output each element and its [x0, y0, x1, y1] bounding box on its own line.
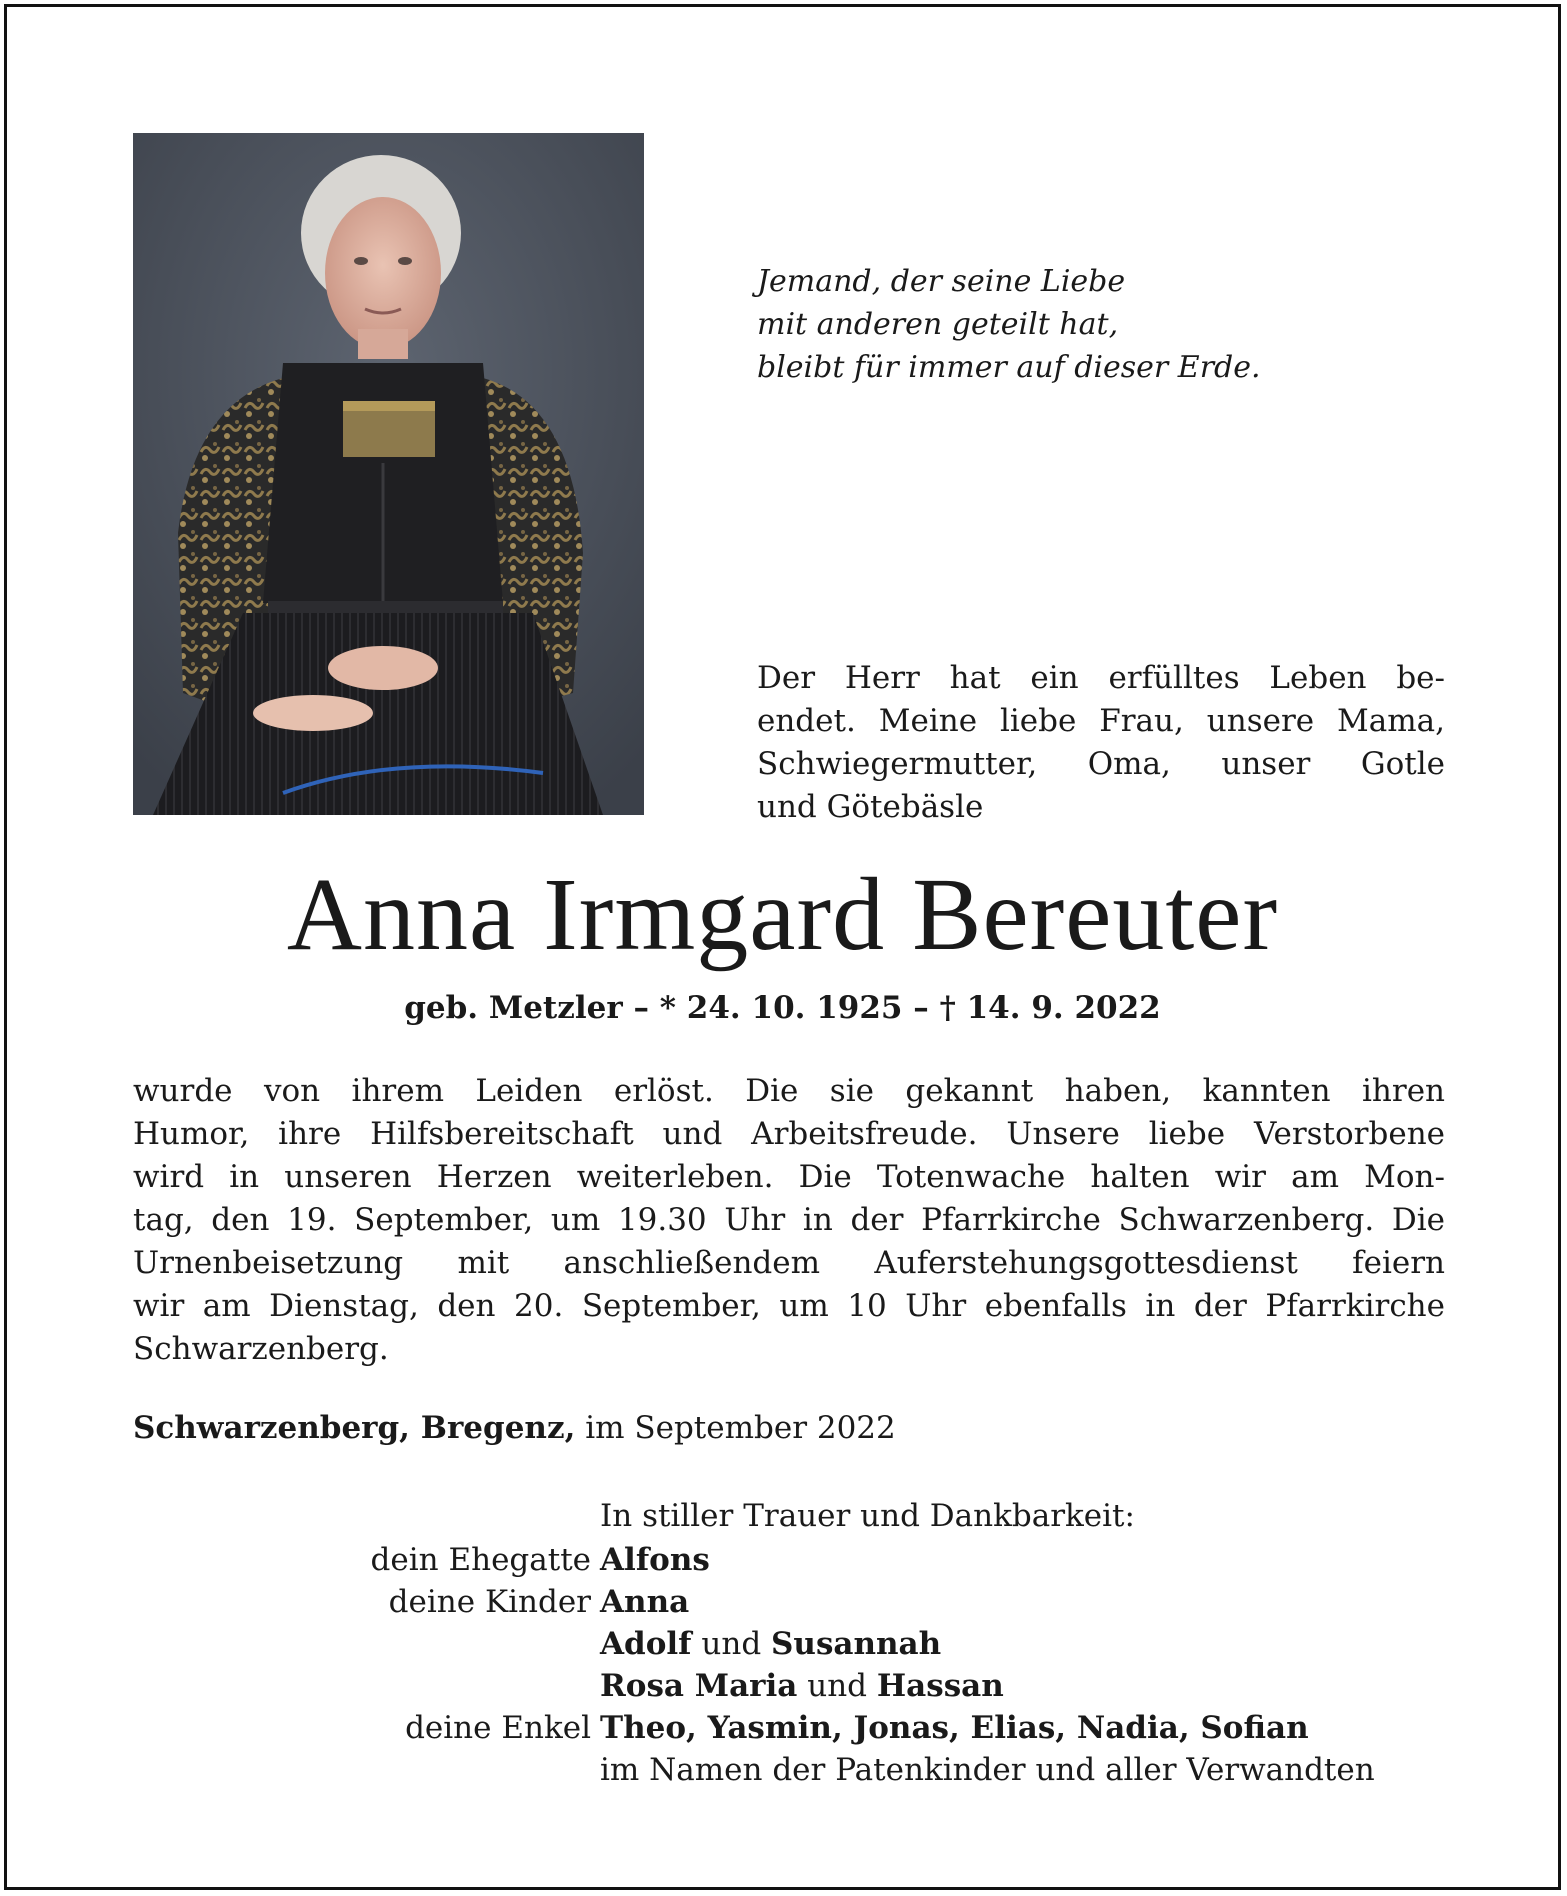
body-line: Urnenbeisetzung mit anschließendem Auferstehungsgottesdienst feiern [133, 1245, 1445, 1281]
obituary-notice [4, 4, 1561, 1890]
quote-line: bleibt für immer auf dieser Erde. [757, 350, 1261, 385]
mourner-names: Alfons [600, 1542, 710, 1578]
intro-line: Der Herr hat ein erfülltes Leben be- [757, 660, 1445, 696]
mourner-names: Adolf und Susannah [600, 1626, 942, 1662]
intro-text [757, 657, 1445, 829]
mourner-role: dein Ehegatte [370, 1542, 591, 1578]
body-line: Humor, ihre Hilfsbereitschaft und Arbeitsfreude. Unsere liebe Verstorbene [133, 1116, 1445, 1152]
mourner-names: Rosa Maria und Hassan [600, 1668, 1004, 1704]
portrait-photo [133, 133, 644, 815]
mourner-names: Anna [600, 1584, 690, 1620]
life-dates: geb. Metzler – * 24. 10. 1925 – † 14. 9. 2022 [404, 990, 1161, 1026]
intro-line: endet. Meine liebe Frau, unsere Mama, [757, 703, 1445, 739]
mourner-row [7, 1665, 1567, 1707]
body-line: wird in unseren Herzen weiterleben. Die Totenwache halten wir am Mon- [133, 1159, 1445, 1195]
closing-line: im Namen der Patenkinder und aller Verwandten [600, 1752, 1375, 1788]
body-text [133, 1070, 1445, 1371]
place-names: Schwarzenberg, Bregenz, [133, 1410, 576, 1446]
quote-line: mit anderen geteilt hat, [757, 307, 1119, 342]
body-line: wurde von ihrem Leiden erlöst. Die sie gekannt haben, kannten ihren [133, 1073, 1445, 1109]
mourner-row [7, 1749, 1567, 1791]
body-line: wir am Dienstag, den 20. September, um 10 Uhr ebenfalls in der Pfarrkirche [133, 1288, 1445, 1324]
mourner-row [7, 1581, 1567, 1623]
mourner-row [7, 1707, 1567, 1749]
quote-line: Jemand, der seine Liebe [757, 264, 1126, 299]
mourner-names: Theo, Yasmin, Jonas, Elias, Nadia, Sofian [600, 1710, 1309, 1746]
mourner-row [7, 1623, 1567, 1665]
place-and-date [133, 1405, 896, 1451]
mourners-list [7, 1539, 1567, 1791]
deceased-name: Anna Irmgard Bereuter [286, 857, 1279, 972]
mourner-role: deine Enkel [405, 1710, 591, 1746]
mourner-row [7, 1539, 1567, 1581]
intro-line: Schwiegermutter, Oma, unser Gotle [757, 746, 1445, 782]
intro-line: und Götebäsle [757, 789, 984, 825]
mourners-title: In stiller Trauer und Dankbarkeit: [600, 1498, 1135, 1534]
memorial-quote [757, 260, 1457, 389]
body-line: Schwarzenberg. [133, 1331, 389, 1367]
body-line: tag, den 19. September, um 19.30 Uhr in der Pfarrkirche Schwarzenberg. Die [133, 1202, 1445, 1238]
mourner-role: deine Kinder [388, 1584, 591, 1620]
date-line: im September 2022 [575, 1410, 896, 1446]
